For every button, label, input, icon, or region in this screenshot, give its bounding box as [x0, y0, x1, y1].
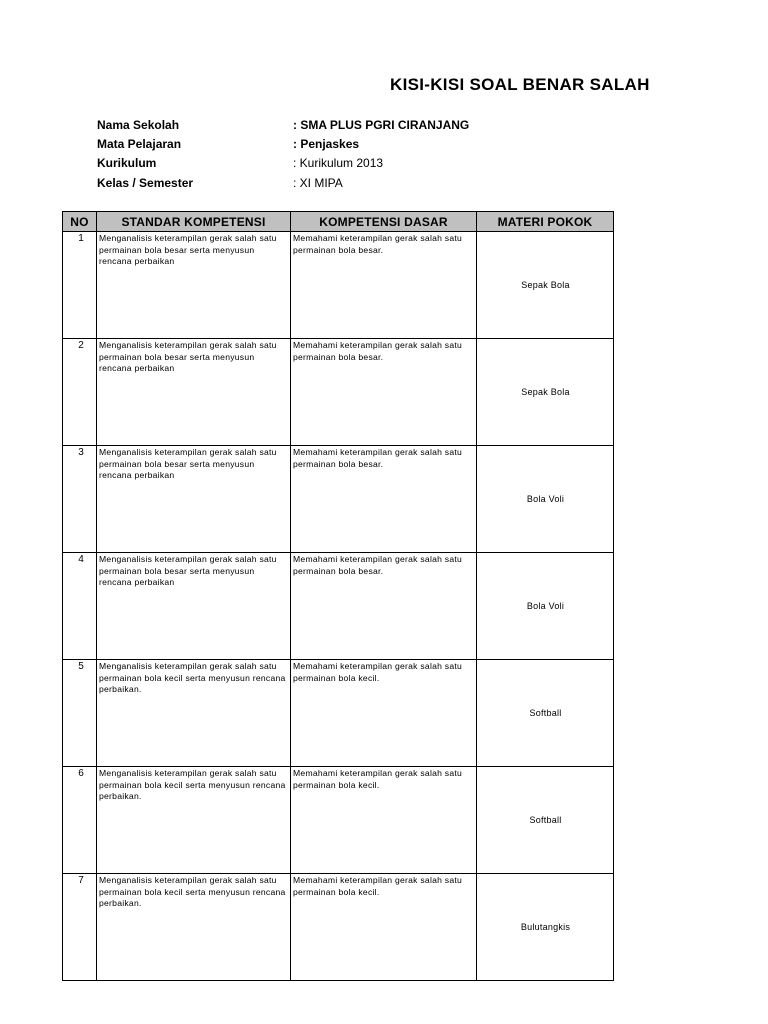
cell-standar-kompetensi: Menganalisis keterampilan gerak salah satu permainan bola kecil serta menyusun rencana perbaikan. [97, 660, 291, 767]
table-row [63, 232, 614, 339]
cell-kompetensi-dasar: Memahami keterampilan gerak salah satu permainan bola besar. [291, 553, 477, 660]
cell-materi-pokok: Sepak Bola [477, 232, 614, 339]
table-row [63, 660, 614, 767]
header-no: NO [63, 212, 97, 232]
cell-no: 4 [63, 553, 97, 660]
header-materi-pokok: MATERI POKOK [477, 212, 614, 232]
info-value-school: : SMA PLUS PGRI CIRANJANG [293, 118, 470, 132]
cell-kompetensi-dasar: Memahami keterampilan gerak salah satu permainan bola kecil. [291, 660, 477, 767]
kisi-kisi-table-container [62, 211, 613, 935]
cell-kompetensi-dasar: Memahami keterampilan gerak salah satu permainan bola kecil. [291, 874, 477, 981]
info-label-subject: Mata Pelajaran [97, 137, 182, 151]
cell-no: 6 [63, 767, 97, 874]
info-label-school: Nama Sekolah [97, 118, 180, 132]
cell-no: 2 [63, 339, 97, 446]
cell-no: 5 [63, 660, 97, 767]
kisi-kisi-table [62, 211, 614, 981]
table-row [63, 874, 614, 981]
header-kompetensi-dasar: KOMPETENSI DASAR [291, 212, 477, 232]
table-row [63, 339, 614, 446]
table-row [63, 767, 614, 874]
info-value-subject: : Penjaskes [293, 137, 360, 151]
cell-materi-pokok: Bulutangkis [477, 874, 614, 981]
cell-standar-kompetensi: Menganalisis keterampilan gerak salah satu permainan bola besar serta menyusun rencana perbaikan [97, 232, 291, 339]
info-label-class: Kelas / Semester [97, 176, 194, 190]
cell-kompetensi-dasar: Memahami keterampilan gerak salah satu permainan bola kecil. [291, 767, 477, 874]
cell-materi-pokok: Sepak Bola [477, 339, 614, 446]
document-title: KISI-KISI SOAL BENAR SALAH [390, 75, 650, 94]
cell-no: 7 [63, 874, 97, 981]
info-value-curriculum: : Kurikulum 2013 [293, 156, 384, 170]
cell-kompetensi-dasar: Memahami keterampilan gerak salah satu permainan bola besar. [291, 339, 477, 446]
info-value-class: : XI MIPA [293, 176, 343, 190]
title-container [390, 72, 650, 98]
header-standar-kompetensi: STANDAR KOMPETENSI [97, 212, 291, 232]
info-label-curriculum: Kurikulum [97, 156, 157, 170]
cell-materi-pokok: Bola Voli [477, 446, 614, 553]
cell-kompetensi-dasar: Memahami keterampilan gerak salah satu permainan bola besar. [291, 232, 477, 339]
cell-no: 3 [63, 446, 97, 553]
cell-no: 1 [63, 232, 97, 339]
cell-materi-pokok: Softball [477, 660, 614, 767]
cell-standar-kompetensi: Menganalisis keterampilan gerak salah satu permainan bola besar serta menyusun rencana perbaikan [97, 553, 291, 660]
table-row [63, 446, 614, 553]
cell-standar-kompetensi: Menganalisis keterampilan gerak salah satu permainan bola kecil serta menyusun rencana perbaikan. [97, 767, 291, 874]
cell-materi-pokok: Bola Voli [477, 553, 614, 660]
cell-standar-kompetensi: Menganalisis keterampilan gerak salah satu permainan bola kecil serta menyusun rencana perbaikan. [97, 874, 291, 981]
cell-standar-kompetensi: Menganalisis keterampilan gerak salah satu permainan bola besar serta menyusun rencana perbaikan [97, 446, 291, 553]
cell-kompetensi-dasar: Memahami keterampilan gerak salah satu permainan bola besar. [291, 446, 477, 553]
table-row [63, 553, 614, 660]
table-header-row [63, 212, 614, 232]
cell-standar-kompetensi: Menganalisis keterampilan gerak salah satu permainan bola besar serta menyusun rencana perbaikan [97, 339, 291, 446]
cell-materi-pokok: Softball [477, 767, 614, 874]
